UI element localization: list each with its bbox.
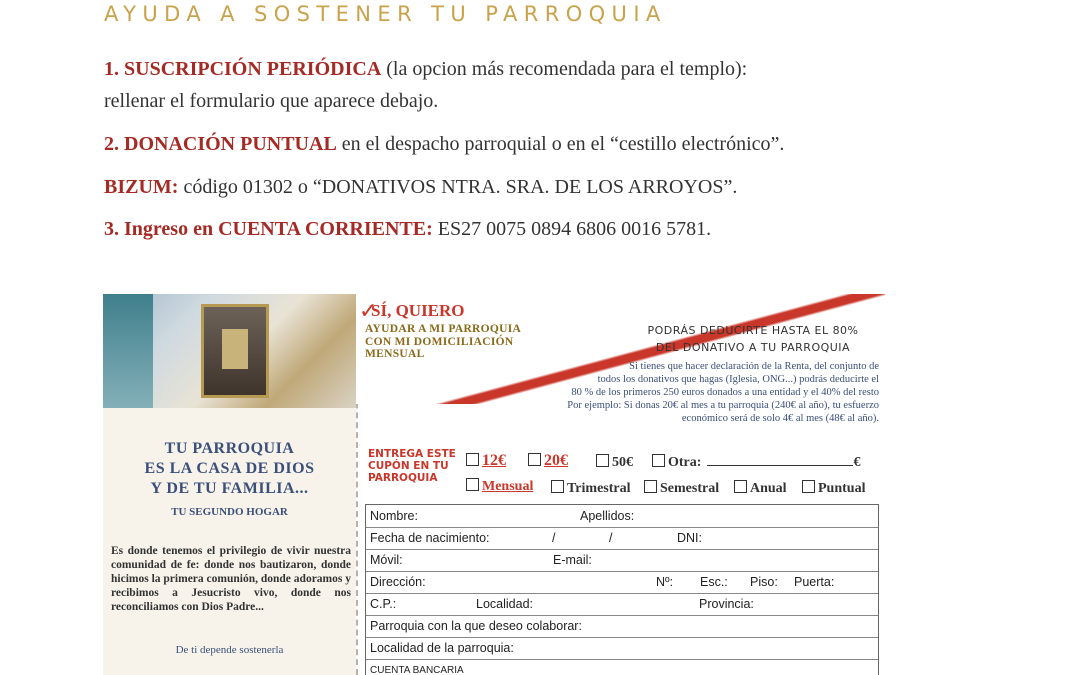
amount-20-label: 20€ [544,452,568,469]
checkbox-icon[interactable] [466,453,479,466]
item-cuenta-text: ES27 0075 0894 6806 0016 5781. [432,218,712,240]
num-label: Nº: [656,575,674,589]
form-row-cuenta[interactable] [366,659,878,675]
left-title-3: Y DE TU FAMILIA... [150,480,309,497]
item-suscripcion-text-2: rellenar el formulario que aparece debajo. [104,90,439,112]
localidad-parroquia-label: Localidad de la parroquia: [370,641,514,655]
cuenta-label: CUENTA BANCARIA [370,665,464,675]
amount-other-label: Otra: [668,455,702,470]
amount-other[interactable] [652,454,860,471]
info-line-5: económico será de solo 4€ al mes (48€ al año). [681,413,879,424]
checkbox-icon[interactable] [734,480,747,493]
direccion-label: Dirección: [370,575,426,589]
item-bizum-text: código 01302 o “DONATIVOS NTRA. SRA. DE LOS ARROYOS”. [178,176,738,198]
amount-50-label: 50€ [612,455,633,470]
freq-puntual-label: Puntual [818,481,866,496]
item-donacion-label: 2. DONACIÓN PUNTUAL [104,133,337,155]
amount-20[interactable] [528,452,568,470]
form-row-nombre[interactable] [366,505,878,528]
ayudar-text [365,323,521,361]
form-row-movil[interactable] [366,549,878,572]
photo-accent [103,294,153,408]
provincia-label: Provincia: [699,597,754,611]
amount-50[interactable] [596,454,633,471]
apellidos-label: Apellidos: [580,509,635,523]
item-bizum [104,176,737,199]
form-row-parroquia[interactable] [366,615,878,638]
fecha-label: Fecha de nacimiento: [370,531,490,545]
checkbox-icon[interactable] [551,480,564,493]
fecha-slash-1: / [552,531,556,545]
checkbox-icon[interactable] [466,478,479,491]
si-quiero: SÍ, QUIERO [371,301,465,320]
checkbox-icon[interactable] [528,453,541,466]
nombre-label: Nombre: [370,509,418,523]
amount-12[interactable] [466,452,506,470]
freq-puntual[interactable] [802,480,865,497]
info-line-4: Por ejemplo: Si donas 20€ al mes a tu parroquia (240€ al año), tu esfuerzo [567,400,879,411]
ayudar-line-3: MENSUAL [365,348,425,360]
freq-trimestral-label: Trimestral [567,481,631,496]
parroquia-colab-label: Parroquia con la que deseo colaborar: [370,619,582,633]
left-depende: De ti depende sostenerla [175,644,284,656]
left-paragraph: Es donde tenemos el privilegio de vivir nuestra comunidad de fe: donde nos bautizaron, donde hicimos la primera comunión, donde adoramos y recibimos a Jesucristo vivo, donde nos reconciliamos con Dios Padre... [111,545,351,613]
localidad-label: Localidad: [476,597,533,611]
checkbox-icon[interactable] [644,480,657,493]
entrega-line-1: ENTREGA ESTE [368,448,456,460]
ayudar-line-2: CON MI DOMICILIACIÓN [365,335,514,348]
left-subtitle: TU SEGUNDO HOGAR [171,506,288,518]
item-suscripcion-label: 1. SUSCRIPCIÓN PERIÓDICA [104,58,382,80]
freq-anual-label: Anual [750,481,787,496]
entrega-label [368,448,456,484]
deduction-info [411,360,879,425]
dni-label: DNI: [677,531,702,545]
fecha-slash-2: / [609,531,613,545]
amount-12-label: 12€ [482,452,506,469]
donor-form [365,504,879,675]
deduction-headline [623,322,883,356]
item-bizum-label: BIZUM: [104,176,179,198]
item-suscripcion [104,58,747,81]
info-line-3: 80 % de los primeros 250 euros donados a una entidad y el 40% del resto [571,387,879,398]
left-title-2: ES LA CASA DE DIOS [144,460,315,477]
form-row-cp[interactable] [366,593,878,616]
item-cuenta-label: 3. Ingreso en CUENTA CORRIENTE: [104,218,433,240]
donation-coupon [103,294,885,675]
checkbox-icon[interactable] [596,454,609,467]
form-row-direccion[interactable] [366,571,878,594]
esc-label: Esc.: [700,575,728,589]
cp-label: C.P.: [370,597,397,611]
amount-other-line[interactable] [707,465,853,466]
checkmark-icon: ✓ [359,298,378,323]
ayudar-line-1: AYUDAR A MI PARROQUIA [365,323,522,335]
info-line-2: todos los donativos que hagas (Iglesia, ONG...) podrás deducirte el [597,374,879,385]
freq-mensual-label: Mensual [482,479,534,494]
item-donacion [104,133,784,156]
altar-image [201,304,269,398]
church-photo [103,294,356,408]
deduction-line-1: PODRÁS DEDUCIRTE HASTA EL 80% [647,324,859,337]
puerta-label: Puerta: [794,575,835,589]
form-row-localidad-parroquia[interactable] [366,637,878,660]
item-suscripcion-text: (la opcion más recomendada para el templo): [381,58,748,80]
left-title-1: TU PARROQUIA [164,440,295,457]
info-line-1: Si tienes que hacer declaración de la Renta, del conjunto de [629,361,879,372]
form-row-fecha[interactable] [366,527,878,550]
freq-semestral[interactable] [644,480,719,497]
entrega-line-3: PARROQUIA [368,472,438,484]
deduction-line-2: DEL DONATIVO A TU PARROQUIA [655,341,851,354]
item-cuenta [104,218,711,241]
item-donacion-text: en el despacho parroquial o en el “cestillo electrónico”. [336,133,785,155]
freq-mensual[interactable] [466,478,533,495]
checkbox-icon[interactable] [652,454,665,467]
checkbox-icon[interactable] [802,480,815,493]
email-label: E-mail: [553,553,592,567]
euro-sign: € [853,455,861,470]
freq-semestral-label: Semestral [660,481,720,496]
altar-center [222,329,248,369]
freq-anual[interactable] [734,480,787,497]
piso-label: Piso: [750,575,778,589]
page-heading: AYUDA A SOSTENER TU PARROQUIA [104,2,667,26]
coupon-left-panel [103,294,356,675]
freq-trimestral[interactable] [551,480,631,497]
entrega-line-2: CUPÓN EN TU [368,460,449,472]
movil-label: Móvil: [370,553,403,567]
